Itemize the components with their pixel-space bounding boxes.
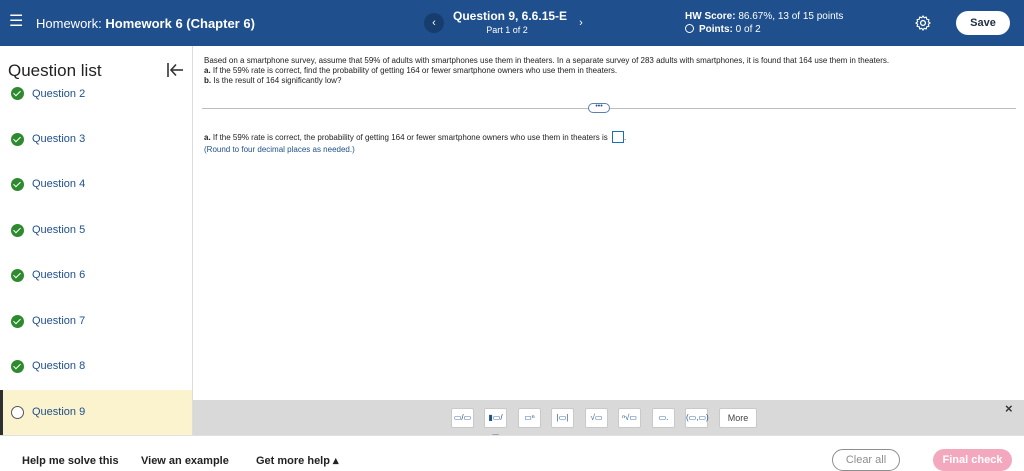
get-more-help-link[interactable]: Get more help ▴ <box>256 455 339 467</box>
expand-question-button[interactable]: ••• <box>588 103 610 113</box>
part-b-prompt-text: Is the result of 164 significantly low? <box>213 76 342 85</box>
part-a-prompt-text: If the 59% rate is correct, find the probability of getting 164 or fewer smartphone owners who use them in theaters. <box>212 66 618 75</box>
fraction-button[interactable]: ▭/▭ <box>451 408 474 428</box>
question-prompt <box>204 56 1016 86</box>
menu-icon[interactable]: ☰ <box>9 13 24 30</box>
check-circle-icon <box>11 178 24 191</box>
help-me-solve-link[interactable]: Help me solve this <box>22 455 119 467</box>
points-value: 0 of 2 <box>735 24 761 35</box>
question-list-sidebar <box>0 46 193 435</box>
question-part: Part 1 of 2 <box>486 25 528 35</box>
question-list-item-label: Question 5 <box>32 224 86 236</box>
check-circle-icon <box>11 133 24 146</box>
rounding-note: (Round to four decimal places as needed.) <box>204 145 355 154</box>
question-list-item-7[interactable] <box>0 298 193 343</box>
part-a-answer-text: If the 59% rate is correct, the probability of getting 164 or fewer smartphone owners who use them in theaters is <box>212 133 608 142</box>
top-header <box>0 0 1024 46</box>
points-circle-icon <box>685 24 694 33</box>
part-a-answer-label: a. <box>204 133 211 142</box>
question-list-title: Question list <box>8 61 102 80</box>
previous-question-button[interactable]: ‹ <box>424 13 444 33</box>
part-b-prompt <box>204 76 1016 86</box>
question-list-item-5[interactable] <box>0 207 193 252</box>
question-list-item-6[interactable] <box>0 252 193 297</box>
question-list-item-4[interactable] <box>0 161 193 206</box>
part-a-prompt <box>204 66 1016 76</box>
save-button[interactable]: Save <box>956 11 1010 35</box>
prompt-text: Based on a smartphone survey, assume that 59% of adults with smartphones use them in theaters. In a separate survey of 283 adults with smartphones, it is found that 164 use them in theaters. <box>204 56 890 65</box>
question-title: Question 9, 6.6.15-E <box>453 9 568 23</box>
current-question-indicator <box>0 390 3 435</box>
ordered-pair-button[interactable]: (▭,▭) <box>685 408 708 428</box>
close-toolbar-icon[interactable]: × <box>1005 401 1013 416</box>
question-list-item-label: Question 4 <box>32 178 86 190</box>
points-label: Points: <box>699 24 733 35</box>
hw-score-label: HW Score: <box>685 11 736 22</box>
homework-title <box>36 16 255 32</box>
nth-root-button[interactable]: ⁿ√▭ <box>618 408 641 428</box>
gear-icon[interactable] <box>914 14 932 32</box>
math-toolbar <box>193 400 1024 435</box>
next-question-button[interactable]: › <box>579 17 583 29</box>
homework-prefix: Homework: <box>36 16 102 31</box>
absolute-value-button[interactable]: |▭| <box>551 408 574 428</box>
question-list-item-label: Question 9 <box>32 406 86 418</box>
check-circle-icon <box>11 360 24 373</box>
final-check-button[interactable]: Final check <box>933 449 1012 471</box>
hw-score <box>685 11 843 23</box>
part-a-prompt-label: a. <box>204 66 211 75</box>
mixed-number-button[interactable]: ▮▭/ <box>484 408 507 428</box>
question-list-item-2[interactable] <box>0 74 193 119</box>
part-b-prompt-label: b. <box>204 76 212 85</box>
hw-score-value: 86.67%, 13 of 15 points <box>738 11 844 22</box>
square-root-button[interactable]: √▭ <box>585 408 608 428</box>
question-list-item-label: Question 8 <box>32 360 86 372</box>
more-tools-button[interactable]: More <box>719 408 757 428</box>
answer-suffix: . <box>624 133 627 142</box>
question-list-item-8[interactable] <box>0 343 193 388</box>
question-list-item-3[interactable] <box>0 116 193 161</box>
part-a-answer-line <box>204 131 626 143</box>
exponent-button[interactable]: ▭ⁿ <box>518 408 541 428</box>
points <box>685 24 761 36</box>
decimal-button[interactable]: ▭. <box>652 408 675 428</box>
question-list-item-label: Question 6 <box>32 269 86 281</box>
question-list-item-label: Question 2 <box>32 88 86 100</box>
check-circle-icon <box>11 315 24 328</box>
clear-all-button[interactable]: Clear all <box>832 449 900 471</box>
question-list-item-9[interactable] <box>0 390 193 435</box>
view-example-link[interactable]: View an example <box>141 455 229 467</box>
check-circle-icon <box>11 87 24 100</box>
incomplete-circle-icon <box>11 406 24 419</box>
question-list-item-label: Question 7 <box>32 315 86 327</box>
question-list-item-label: Question 3 <box>32 133 86 145</box>
homework-name: Homework 6 (Chapter 6) <box>105 16 255 31</box>
answer-input[interactable] <box>612 131 627 143</box>
check-circle-icon <box>11 269 24 282</box>
footer-bar <box>0 435 1024 471</box>
check-circle-icon <box>11 224 24 237</box>
